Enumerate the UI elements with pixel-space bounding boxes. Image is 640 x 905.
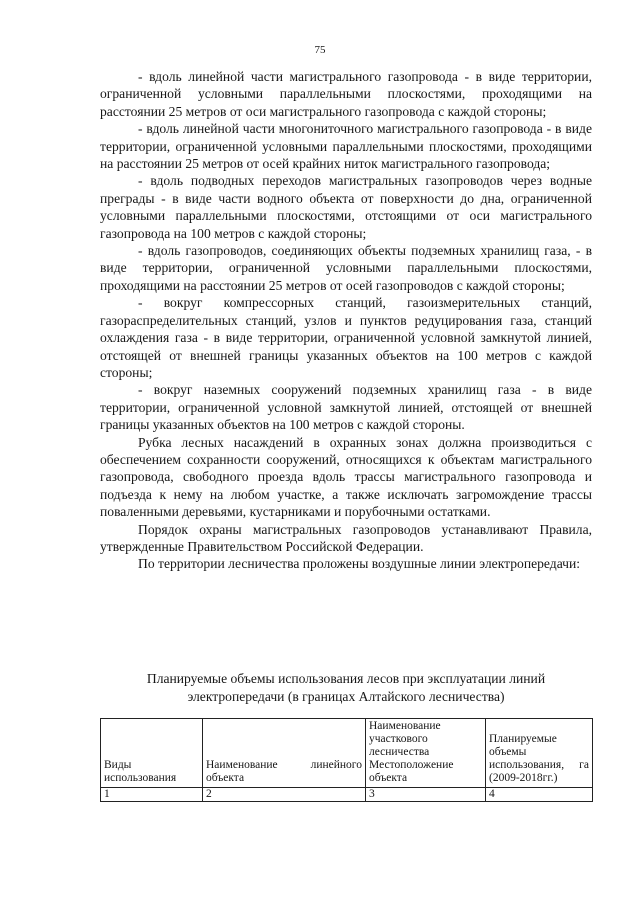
paragraph-2: - вдоль линейной части многониточного магистрального газопровода - в виде территории, ограниченной условными параллельными плоскостями, проходящими на расстоянии 25 метров от осей крайних ниток магистрального газопровода;	[100, 121, 592, 172]
caption-line-1: Планируемые объемы использования лесов при эксплуатации линий	[146, 671, 546, 686]
paragraph-3: - вдоль подводных переходов магистральных газопроводов через водные преграды - в виде части водного объекта от поверхности до дна, ограниченной условными параллельными плоскостями, отстоящими от оси магистрального газопровода на 100 метров с каждой стороны;	[100, 173, 592, 241]
header-usage-types: Виды использования	[101, 719, 203, 788]
paragraph-5: - вокруг компрессорных станций, газоизмерительных станций, газораспределительных станций, узлов и пунктов редуцирования газа, станций охлаждения газа - в виде территории, ограниченной условной замкнутой линией, отстоящей от внешней границы указанных объектов на 100 метров с каждой стороны;	[100, 295, 592, 380]
paragraph-4: - вдоль газопроводов, соединяющих объекты подземных хранилищ газа, - в виде территории, ограниченной условными параллельными плоскостями, проходящими на расстоянии 25 метров от осей газопроводов с каждой стороны;	[100, 243, 592, 293]
column-number-2: 2	[203, 788, 366, 802]
paragraph-6: - вокруг наземных сооружений подземных хранилищ газа - в виде территории, ограниченной условной замкнутой линией, отстоящей от внешней границы указанных объектов на 100 метров с каждой стороны.	[100, 382, 592, 433]
header-object-name: Наименование линейного объекта	[203, 719, 366, 788]
header-planned-volume: Планируемые объемы использования, га (2009-2018гг.)	[486, 719, 593, 788]
usage-table	[100, 718, 593, 802]
paragraph-7: Рубка лесных насаждений в охранных зонах должна производиться с обеспечением сохранности сооружений, относящихся к объектам магистрального газопровода, свободного проезда вдоль трассы магистрального газопровода и подъезда к нему на любом участке, а также исключать загромождение трассы поваленными деревьями, кустарниками и порубочными остатками.	[100, 434, 592, 520]
paragraph-1: - вдоль линейной части магистрального газопровода - в виде территории, ограниченной условными параллельными плоскостями, проходящими на расстоянии 25 метров от оси магистрального газопровода с каждой стороны;	[100, 69, 592, 119]
table-caption	[100, 670, 592, 706]
caption-line-2: электропередачи (в границах Алтайского лесничества)	[187, 689, 505, 704]
page-number: 75	[314, 44, 326, 56]
header-forestry-name: Наименование участкового лесничества	[369, 720, 441, 758]
body-text	[100, 68, 592, 573]
column-number-4: 4	[486, 788, 593, 802]
table-row	[101, 788, 593, 802]
column-number-1: 1	[101, 788, 203, 802]
header-object-location: Местоположение объекта	[369, 759, 454, 784]
column-number-3: 3	[366, 788, 486, 802]
paragraph-8: Порядок охраны магистральных газопроводов устанавливают Правила, утвержденные Правительством Российской Федерации.	[100, 521, 592, 554]
paragraph-9: По территории лесничества проложены воздушные линии электропередачи:	[138, 556, 581, 572]
header-forestry-location	[366, 719, 486, 788]
table-header-row	[101, 719, 593, 788]
